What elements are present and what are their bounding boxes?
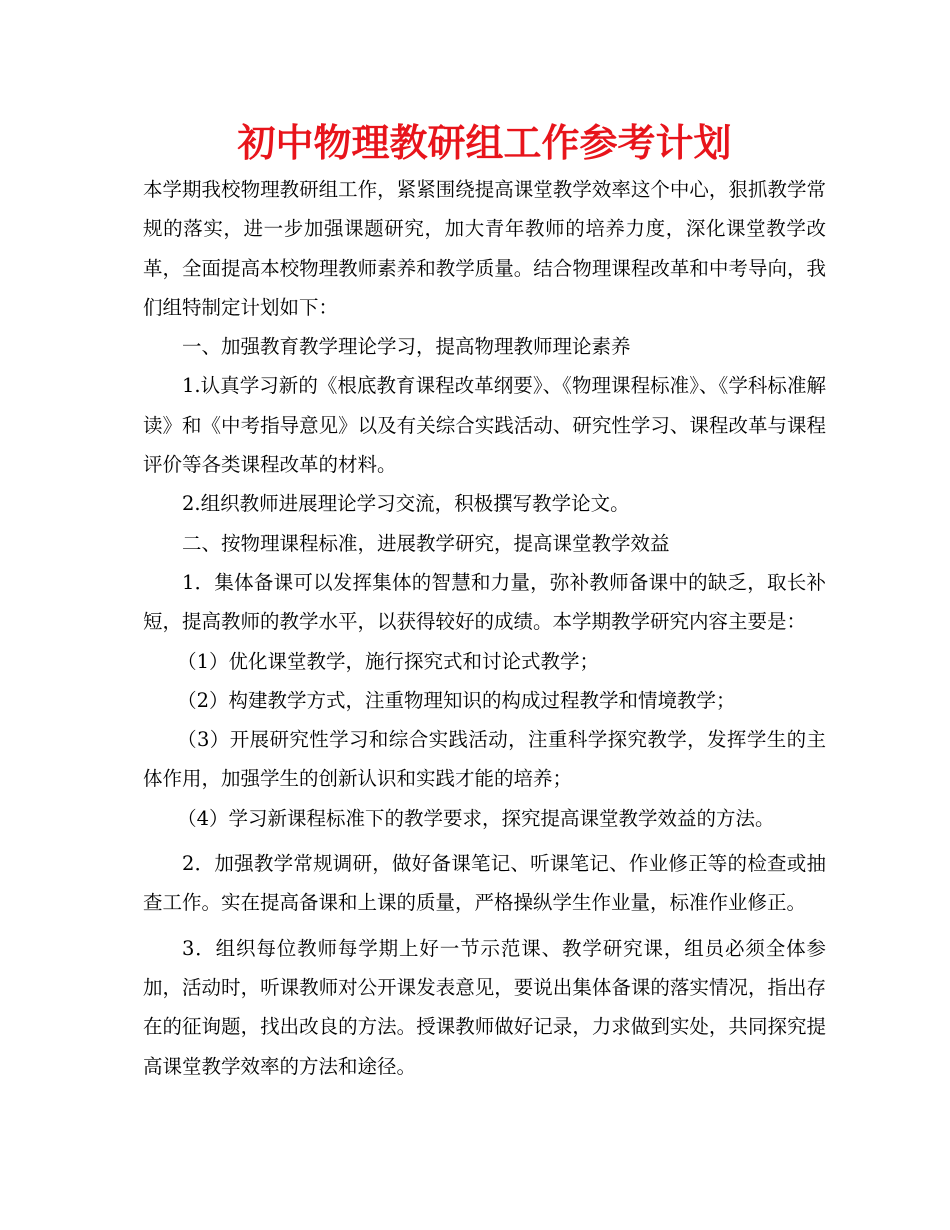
paragraph-2-3: 3．组织每位教师每学期上好一节示范课、教学研究课，组员必须全体参加，活动时，听课教师对公开课发表意见，要说出集体备课的落实情况，指出存在的征询题，找出改良的方法。授课教师做好记录，力求做到实处，共同探究提高课堂教学效率的方法和途径。 <box>143 936 826 1078</box>
section-heading-2: 二、按物理课程标准，进展教学研究，提高课堂教学效益 <box>182 531 670 555</box>
paragraph-2-1: 1．集体备课可以发挥集体的智慧和力量，弥补教师备课中的缺乏，取长补短，提高教师的教学水平，以获得较好的成绩。本学期教学研究内容主要是： <box>143 570 826 634</box>
list-item-1: （1）优化课堂教学，施行探究式和讨论式教学； <box>177 649 600 673</box>
paragraph-1-1: 1.认真学习新的《根底教育课程改革纲要》、《物理课程标准》、《学科标准解读》和《中考指导意见》以及有关综合实践活动、研究性学习、课程改革与课程评价等各类课程改革的材料。 <box>143 374 826 477</box>
paragraph-1-2: 2.组织教师进展理论学习交流，积极撰写教学论文。 <box>182 492 630 516</box>
list-item-4: （4）学习新课程标准下的教学要求，探究提高课堂教学效益的方法。 <box>177 806 775 830</box>
document-title: 初中物理教研组工作参考计划 <box>237 121 732 165</box>
list-item-2: （2）构建教学方式，注重物理知识的构成过程教学和情境教学； <box>177 688 736 712</box>
intro-paragraph: 本学期我校物理教研组工作，紧紧围绕提高课堂教学效率这个中心，狠抓教学常规的落实，进一步加强课题研究，加大青年教师的培养力度，深化课堂教学改革，全面提高本校物理教师素养和教学质量。结合物理课程改革和中考导向，我们组特制定计划如下： <box>143 178 826 319</box>
section-heading-1: 一、加强教育教学理论学习，提高物理教师理论素养 <box>182 335 631 359</box>
document-page <box>143 118 826 1086</box>
paragraph-2-2: 2．加强教学常规调研，做好备课笔记、听课笔记、作业修正等的检查或抽查工作。实在提高备课和上课的质量，严格操纵学生作业量，标准作业修正。 <box>143 852 826 915</box>
list-item-3: （3）开展研究性学习和综合实践活动，注重科学探究教学，发挥学生的主体作用，加强学生的创新认识和实践才能的培养； <box>143 728 826 791</box>
